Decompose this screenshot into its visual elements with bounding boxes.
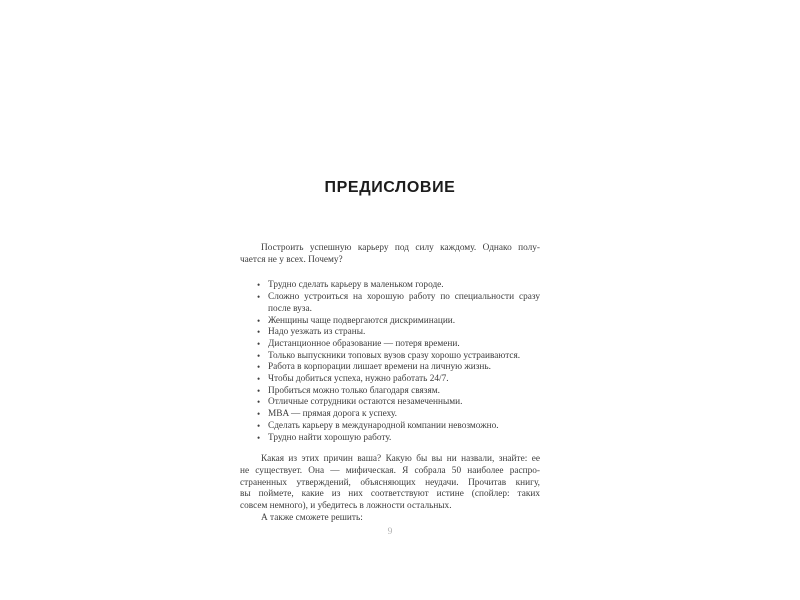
page-number: 9 — [387, 527, 393, 537]
text-line: после вуза. — [268, 303, 312, 314]
list-item — [240, 386, 540, 398]
text-line: А также сможете решить: — [261, 512, 363, 523]
text-line: MBA — прямая дорога к успеху. — [268, 409, 397, 420]
bullet-icon: • — [257, 409, 261, 420]
list-item — [240, 339, 540, 351]
list-item — [240, 280, 540, 292]
bullet-icon: • — [257, 327, 261, 338]
list-item — [240, 374, 540, 386]
bullet-icon: • — [257, 362, 261, 373]
page-body — [240, 243, 540, 524]
list-item — [240, 433, 540, 445]
text-line: Чтобы добиться успеха, нужно работать 24/7. — [268, 374, 449, 385]
text-line: Отличные сотрудники остаются незамеченными. — [268, 397, 463, 408]
text-line: Сложно устроиться на хорошую работу по специальности сразу — [268, 292, 540, 303]
bullet-icon: • — [257, 432, 261, 443]
bullet-icon: • — [257, 292, 261, 303]
bullet-icon: • — [257, 385, 261, 396]
list-item — [240, 327, 540, 339]
myth-list — [240, 280, 540, 444]
list-item — [240, 292, 540, 315]
bullet-icon: • — [257, 374, 261, 385]
bullet-icon: • — [257, 338, 261, 349]
text-line: страненных утверждений, объясняющих неудачи. Прочитав книгу, — [240, 477, 540, 488]
text-line: Женщины чаще подвергаются дискриминации. — [268, 315, 456, 326]
bullet-icon: • — [257, 315, 261, 326]
intro-paragraph — [240, 243, 540, 266]
bullet-icon: • — [257, 280, 261, 291]
text-line: Сделать карьеру в международной компании невозможно. — [268, 420, 499, 431]
text-line: Трудно сделать карьеру в маленьком городе. — [268, 280, 444, 291]
list-item — [240, 397, 540, 409]
outro-paragraph — [240, 454, 540, 524]
bullet-icon: • — [257, 350, 261, 361]
text-line: Какая из этих причин ваша? Какую бы вы ни назвали, знайте: ее — [261, 454, 540, 465]
list-item — [240, 351, 540, 363]
text-line: Трудно найти хорошую работу. — [268, 432, 392, 443]
text-line: вы поймете, какие из них соответствуют истине (спойлер: таких — [240, 489, 540, 500]
list-item — [240, 362, 540, 374]
bullet-icon: • — [257, 420, 261, 431]
list-item — [240, 316, 540, 328]
page-title: ПРЕДИСЛОВИЕ — [324, 178, 456, 196]
text-line: Работа в корпорации лишает времени на личную жизнь. — [268, 362, 491, 373]
text-line: не существует. Она — мифическая. Я собрала 50 наиболее распро- — [240, 465, 540, 476]
list-item — [240, 421, 540, 433]
text-line: Надо уезжать из страны. — [268, 327, 366, 338]
text-line: совсем немного), и убедитесь в ложности остальных. — [240, 501, 452, 512]
list-item — [240, 409, 540, 421]
text-line: чается не у всех. Почему? — [240, 254, 343, 265]
text-line: Только выпускники топовых вузов сразу хорошо устраиваются. — [268, 350, 521, 361]
text-line: Пробиться можно только благодаря связям. — [268, 385, 440, 396]
text-line: Построить успешную карьеру под силу каждому. Однако полу- — [261, 243, 540, 253]
bullet-icon: • — [257, 397, 261, 408]
text-line: Дистанционное образование — потеря времени. — [268, 338, 460, 349]
